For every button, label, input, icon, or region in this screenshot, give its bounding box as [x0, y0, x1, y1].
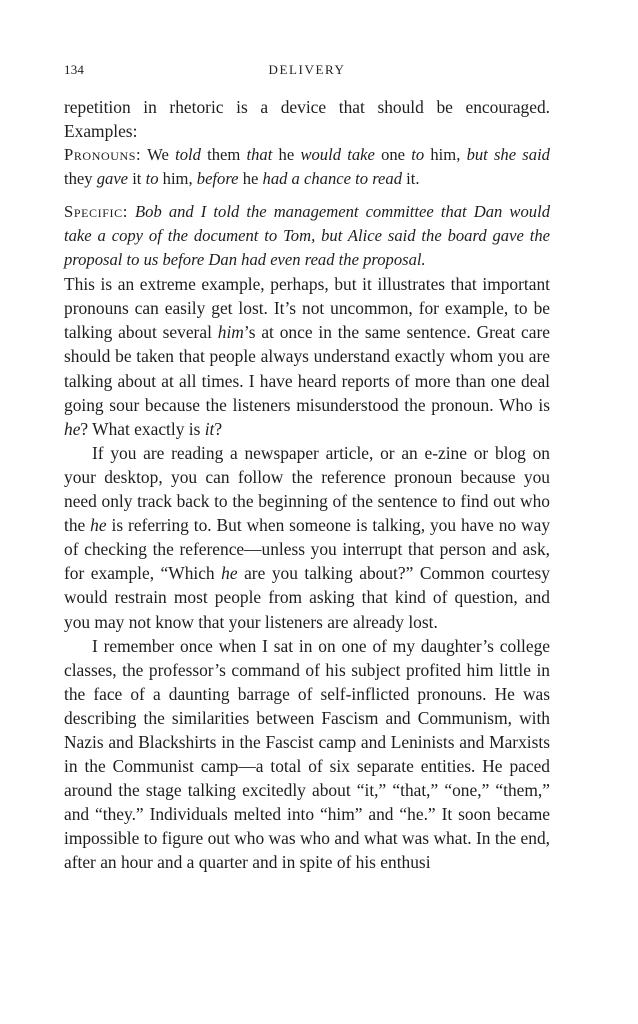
paragraph-text: are you talking about?” Common courtesy would restrain most people from asking that kind of question, and you may not know that your listeners are already lost.	[64, 563, 550, 632]
example-label-specific: Specific:	[64, 202, 128, 222]
running-head: DELIVERY	[268, 62, 346, 77]
example-italic: Bob and I told the management committee that Dan would take a copy of the document to Tom, but Alice said the board gave the proposal to us before Dan had even read the proposal.	[64, 202, 550, 270]
page-number: 134	[64, 62, 85, 77]
example-italic: to	[145, 169, 159, 189]
paragraph-italic: him	[217, 322, 244, 343]
paragraph-extreme-example	[64, 272, 550, 441]
example-italic: had a chance to read	[262, 169, 402, 189]
example-text: him,	[424, 145, 467, 165]
paragraph-italic: he	[64, 418, 81, 439]
paragraph-italic: he	[90, 515, 107, 536]
example-italic: told	[175, 145, 201, 165]
example-italic: that	[246, 145, 273, 165]
example-text: one	[374, 145, 412, 165]
paragraph-text: If you are reading a newspaper article, or an e-zine or blog on your desktop, you can follow the reference pronoun because you need only track back to the beginning of the sentence to find out who the	[64, 442, 550, 536]
page-header	[64, 62, 550, 80]
paragraph-text: This is an extreme example, perhaps, but it illustrates that important pronouns can easily get lost. It’s not uncommon, for example, to be talking about several	[64, 274, 550, 343]
example-italic: gave	[96, 169, 129, 189]
example-italic: before	[196, 169, 239, 189]
example-text: them	[200, 145, 247, 165]
paragraph-reading	[64, 441, 550, 634]
paragraph-intro	[64, 95, 550, 143]
example-text: We	[141, 145, 176, 165]
paragraph-text: ?	[214, 418, 223, 439]
example-text: he	[238, 169, 263, 189]
example-text: it.	[402, 169, 420, 189]
paragraph-text: ’s at once in the same sentence. Great care should be taken that people always understand exactly whom you are talking about at all times. I have heard reports of more than one deal going sour because the listeners misunderstood the pronoun. Who is	[64, 322, 550, 415]
example-text: him,	[158, 169, 197, 189]
paragraph-italic: it	[204, 418, 215, 439]
example-italic: but she said	[466, 145, 550, 165]
example-text: it	[128, 169, 146, 189]
paragraph-text: ? What exactly is	[80, 418, 205, 439]
example-text: he	[272, 145, 301, 165]
paragraph-remember	[64, 634, 550, 875]
intro-text: repetition in rhetoric is a device that should be encouraged. Examples:	[64, 97, 550, 142]
paragraph-italic: he	[221, 563, 238, 584]
paragraph-text: is referring to. But when someone is talking, you have no way of checking the reference—unless you interrupt that person and ask, for example, “Which	[64, 515, 551, 584]
example-italic: to	[411, 145, 425, 165]
example-pronouns	[64, 143, 550, 191]
example-italic: would take	[300, 145, 375, 165]
body-text	[64, 95, 550, 875]
example-specific	[64, 200, 550, 272]
example-label-pronouns: Pronouns:	[64, 145, 142, 165]
example-text: they	[64, 169, 97, 189]
paragraph-text: I remember once when I sat in on one of my daughter’s college classes, the professor’s command of his subject profited him little in the face of a daunting barrage of self-inflicted pronouns. He was describing the similarities between Fascism and Communism, with Nazis and Blackshirts in the Fascist camp and Leninists and Marxists in the Communist camp—a total of six separate entities. He paced around the stage talking excitedly about “it,” “that,” “one,” “them,” and “they.” Individuals melted into “him” and “he.” It soon became impossible to figure out who was who and what was what. In the end, after an hour and a quarter and in spite of his enthusi	[64, 635, 550, 873]
